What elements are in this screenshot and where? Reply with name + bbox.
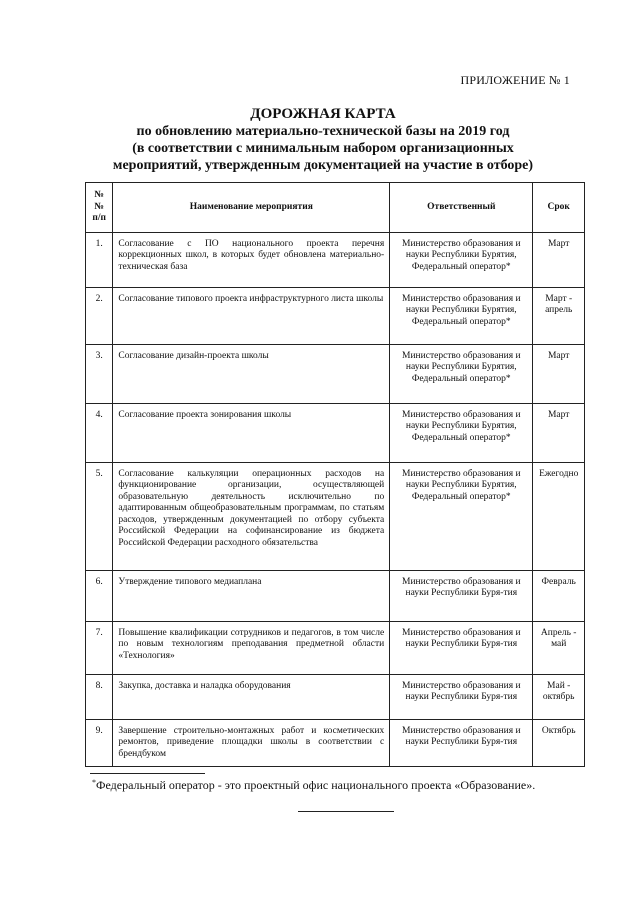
header-num: №№ п/п bbox=[86, 183, 113, 233]
row-num: 7. bbox=[86, 621, 113, 674]
footnote-text: Федеральный оператор - это проектный офис национального проекта «Образование». bbox=[96, 778, 536, 792]
appendix-label: ПРИЛОЖЕНИЕ № 1 bbox=[460, 73, 570, 87]
title-line-2: (в соответствии с минимальным набором организационных bbox=[132, 141, 514, 156]
row-num: 9. bbox=[86, 719, 113, 767]
table-row bbox=[86, 674, 585, 719]
row-term: Апрель - май bbox=[533, 621, 585, 674]
row-num: 8. bbox=[86, 674, 113, 719]
row-num: 4. bbox=[86, 403, 113, 462]
row-term: Март - апрель bbox=[533, 287, 585, 344]
header-responsible: Ответственный bbox=[390, 183, 533, 233]
table-row bbox=[86, 719, 585, 767]
row-name: Согласование типового проекта инфраструктурного листа школы bbox=[113, 287, 390, 344]
row-responsible: Министерство образования и науки Республики Бурятия, Федеральный оператор* bbox=[390, 403, 533, 462]
row-term: Март bbox=[533, 403, 585, 462]
footnote-divider bbox=[90, 773, 205, 774]
row-responsible: Министерство образования и науки Республики Бурятия, Федеральный оператор* bbox=[390, 232, 533, 287]
title-line-3: мероприятий, утвержденным документацией на участие в отборе) bbox=[112, 158, 534, 173]
row-responsible: Министерство образования и науки Республики Бурятия, Федеральный оператор* bbox=[390, 287, 533, 344]
row-name: Согласование с ПО национального проекта перечня коррекционных школ, в которых будет обновлена материально-техническая база bbox=[113, 232, 390, 287]
row-name: Повышение квалификации сотрудников и педагогов, в том числе по новым технологиям преподавания предметной области «Технология» bbox=[113, 621, 390, 674]
row-name: Согласование проекта зонирования школы bbox=[113, 403, 390, 462]
row-responsible: Министерство образования и науки Республики Буря-тия bbox=[390, 570, 533, 621]
end-divider bbox=[298, 811, 394, 812]
row-term: Октябрь bbox=[533, 719, 585, 767]
table-row bbox=[86, 287, 585, 344]
table-row bbox=[86, 232, 585, 287]
row-term: Март bbox=[533, 344, 585, 403]
row-num: 3. bbox=[86, 344, 113, 403]
row-responsible: Министерство образования и науки Республики Бурятия, Федеральный оператор* bbox=[390, 344, 533, 403]
document-title bbox=[60, 106, 586, 174]
header-term: Срок bbox=[533, 183, 585, 233]
row-responsible: Министерство образования и науки Республики Буря-тия bbox=[390, 674, 533, 719]
row-num: 1. bbox=[86, 232, 113, 287]
table-row bbox=[86, 403, 585, 462]
table-row bbox=[86, 621, 585, 674]
table-row bbox=[86, 344, 585, 403]
row-responsible: Министерство образования и науки Республики Бурятия, Федеральный оператор* bbox=[390, 462, 533, 570]
row-name: Согласование дизайн-проекта школы bbox=[113, 344, 390, 403]
row-name: Завершение строительно-монтажных работ и косметических ремонтов, приведение площадки школы в соответствии с брендбуком bbox=[113, 719, 390, 767]
row-name: Утверждение типового медиаплана bbox=[113, 570, 390, 621]
row-num: 2. bbox=[86, 287, 113, 344]
title-main: ДОРОЖНАЯ КАРТА bbox=[250, 106, 396, 122]
row-num: 6. bbox=[86, 570, 113, 621]
row-name: Согласование калькуляции операционных расходов на функционирование организации, осуществляющей образовательную деятельность исключительно по адаптированным общеобразовательным программам, по статьям расходов, утвержденным документацией по отбору субъекта Российской Федерации на софинансирование из бюджета Российской Федерации расходного обязательства bbox=[113, 462, 390, 570]
title-line-1: по обновлению материально-технической базы на 2019 год bbox=[136, 124, 510, 139]
table-row bbox=[86, 462, 585, 570]
header-name: Наименование мероприятия bbox=[113, 183, 390, 233]
row-responsible: Министерство образования и науки Республики Буря-тия bbox=[390, 719, 533, 767]
row-term: Май - октябрь bbox=[533, 674, 585, 719]
row-num: 5. bbox=[86, 462, 113, 570]
row-term: Февраль bbox=[533, 570, 585, 621]
row-responsible: Министерство образования и науки Республики Буря-тия bbox=[390, 621, 533, 674]
footnote-mark: * bbox=[92, 778, 96, 787]
row-name: Закупка, доставка и наладка оборудования bbox=[113, 674, 390, 719]
table-header-row bbox=[86, 183, 585, 233]
roadmap-table bbox=[85, 182, 585, 767]
row-term: Ежегодно bbox=[533, 462, 585, 570]
row-term: Март bbox=[533, 232, 585, 287]
table-row bbox=[86, 570, 585, 621]
footnote bbox=[92, 778, 592, 792]
